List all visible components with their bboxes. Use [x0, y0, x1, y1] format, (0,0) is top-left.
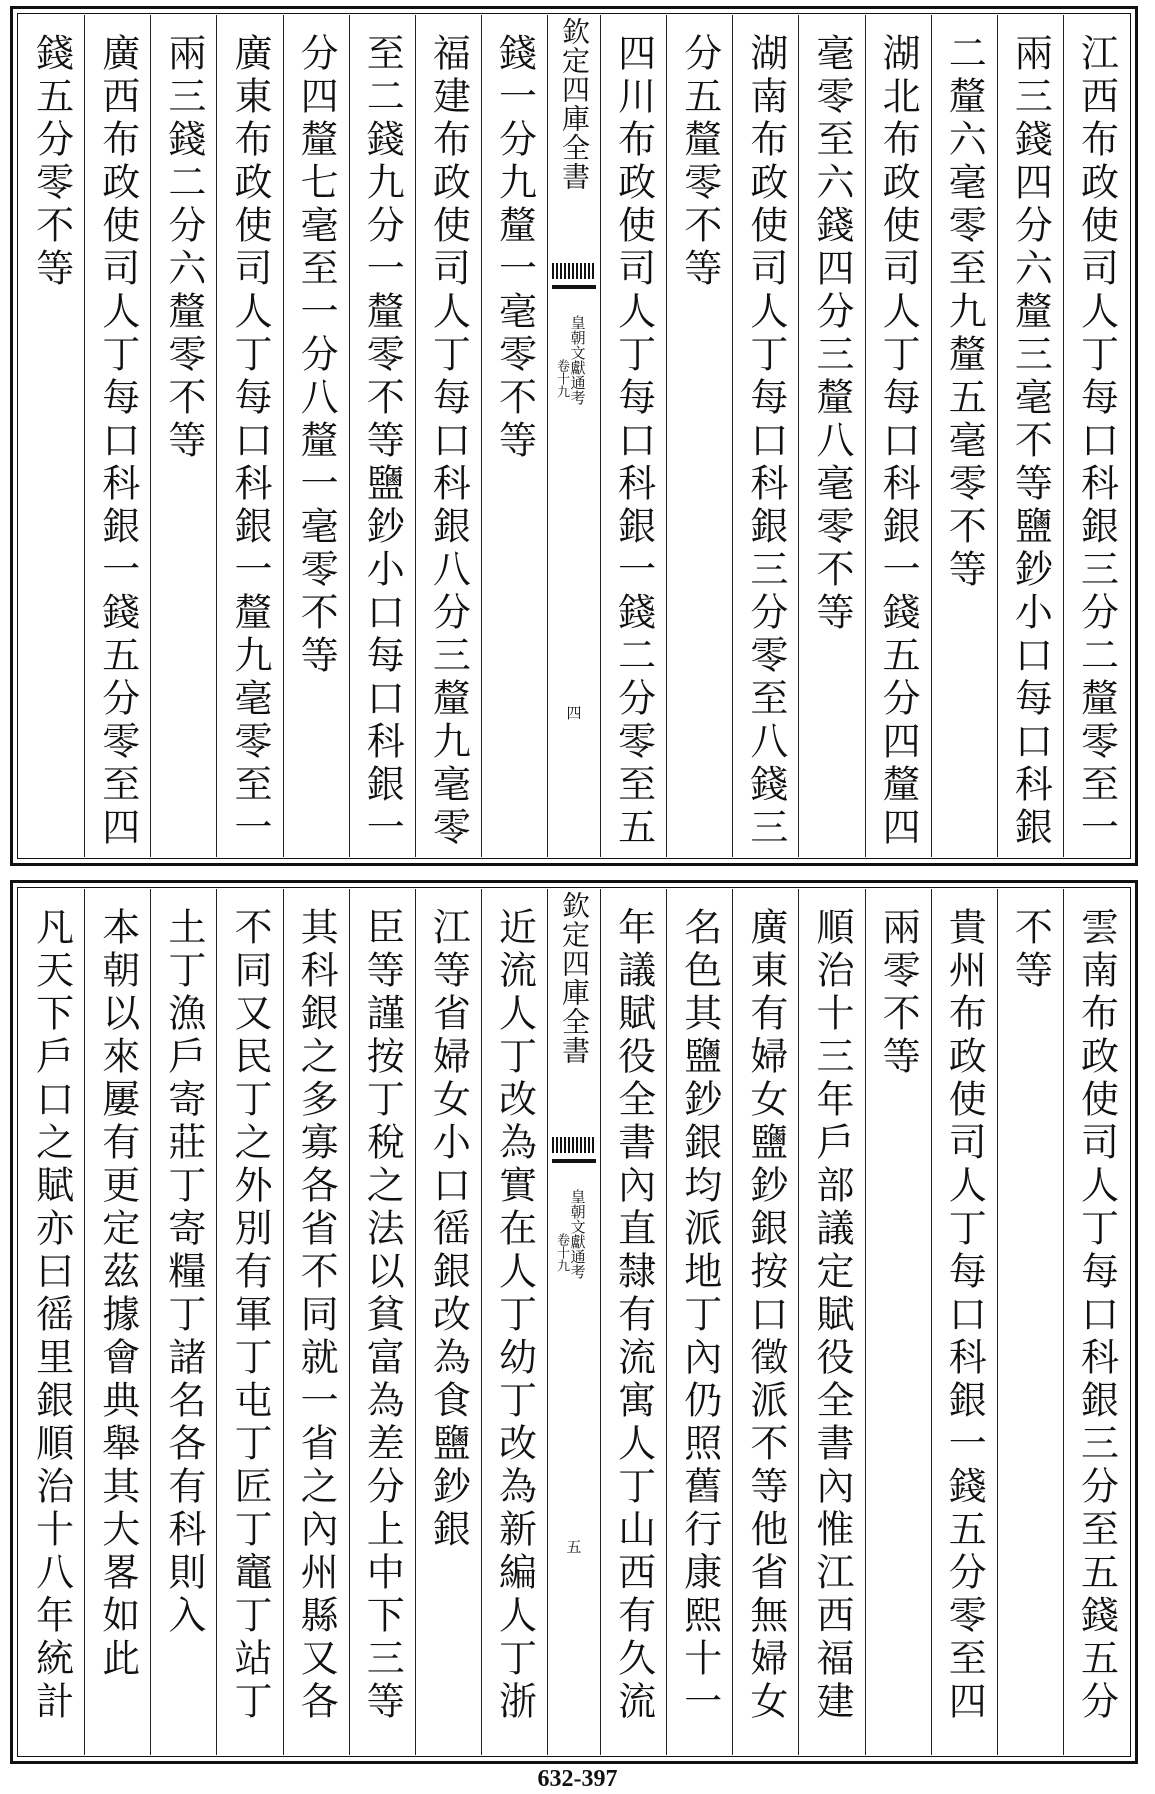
text-column: 至二錢九分一釐零不等鹽鈔小口每口科銀一: [349, 15, 415, 857]
upper-folio-page: [10, 6, 1138, 866]
text-column: 順治十三年戶部議定賦役全書內惟江西福建: [798, 889, 864, 1755]
text-column: 兩三錢二分六釐零不等: [150, 15, 216, 857]
text-column: 江西布政使司人丁每口科銀三分二釐零至一: [1063, 15, 1129, 857]
text-column: 湖南布政使司人丁每口科銀三分零至八錢三: [732, 15, 798, 857]
text-column: 貴州布政使司人丁每口科銀一錢五分零至四: [931, 889, 997, 1755]
text-column: 凡天下戶口之賦亦曰徭里銀順治十八年統計: [29, 907, 74, 1724]
text-column: 二釐六毫零至九釐五毫零不等: [931, 15, 997, 857]
text-column: 分四釐七毫至一分八釐一毫零不等: [283, 15, 349, 857]
text-column: 不等: [997, 889, 1063, 1755]
volume-label: 卷十九: [554, 359, 570, 398]
text-column: 不同又民丁之外別有軍丁屯丁匠丁竈丁站丁: [216, 889, 282, 1755]
text-column: 廣東有婦女鹽鈔銀按口徵派不等他省無婦女: [732, 889, 798, 1755]
fish-tail-rule: [552, 1159, 596, 1163]
text-column: 兩零不等: [865, 889, 931, 1755]
center-gutter: [547, 889, 600, 1755]
text-column: 分五釐零不等: [666, 15, 732, 857]
text-column: 土丁漁戶寄莊丁寄糧丁諸名各有科則入: [150, 889, 216, 1755]
text-column: 湖北布政使司人丁每口科銀一錢五分四釐四: [865, 15, 931, 857]
fish-tail-ornament: [552, 263, 596, 279]
book-title: 欽定四庫全書: [558, 17, 591, 191]
text-column: 近流人丁改為實在人丁幼丁改為新編人丁浙: [481, 889, 547, 1755]
text-column: 兩三錢四分六釐三毫不等鹽鈔小口每口科銀: [997, 15, 1063, 857]
folio-number: 五: [564, 1539, 583, 1554]
lower-folio-page: [10, 880, 1138, 1764]
book-title: 欽定四庫全書: [558, 891, 591, 1065]
center-gutter: [547, 15, 600, 857]
text-column: 毫零至六錢四分三釐八毫零不等: [798, 15, 864, 857]
sub-title: 皇朝文獻通考: [568, 1189, 587, 1279]
text-column: 廣西布政使司人丁每口科銀一錢五分零至四: [84, 15, 150, 857]
text-column: 錢一分九釐一毫零不等: [481, 15, 547, 857]
folio-number: 四: [564, 705, 583, 720]
text-column: 雲南布政使司人丁每口科銀三分至五錢五分: [1063, 889, 1129, 1755]
volume-label: 卷十九: [554, 1233, 570, 1272]
text-column: 四川布政使司人丁每口科銀一錢二分零至五: [600, 15, 666, 857]
text-column: 臣等謹按丁稅之法以貧富為差分上中下三等: [349, 889, 415, 1755]
fish-tail-rule: [552, 285, 596, 289]
text-column: 福建布政使司人丁每口科銀八分三釐九毫零: [415, 15, 481, 857]
text-column: 本朝以來屢有更定茲據會典舉其大畧如此: [84, 889, 150, 1755]
page-code: 632-397: [537, 1766, 618, 1792]
text-column: 其科銀之多寡各省不同就一省之內州縣又各: [283, 889, 349, 1755]
text-column: 江等省婦女小口徭銀改為食鹽鈔銀: [415, 889, 481, 1755]
text-column: 年議賦役全書內直隸有流寓人丁山西有久流: [600, 889, 666, 1755]
sub-title: 皇朝文獻通考: [568, 315, 587, 405]
text-column: 名色其鹽鈔銀均派地丁內仍照舊行康熙十一: [666, 889, 732, 1755]
fish-tail-ornament: [552, 1137, 596, 1153]
text-column: 錢五分零不等: [29, 33, 74, 291]
text-column: 廣東布政使司人丁每口科銀一釐九毫零至一: [216, 15, 282, 857]
